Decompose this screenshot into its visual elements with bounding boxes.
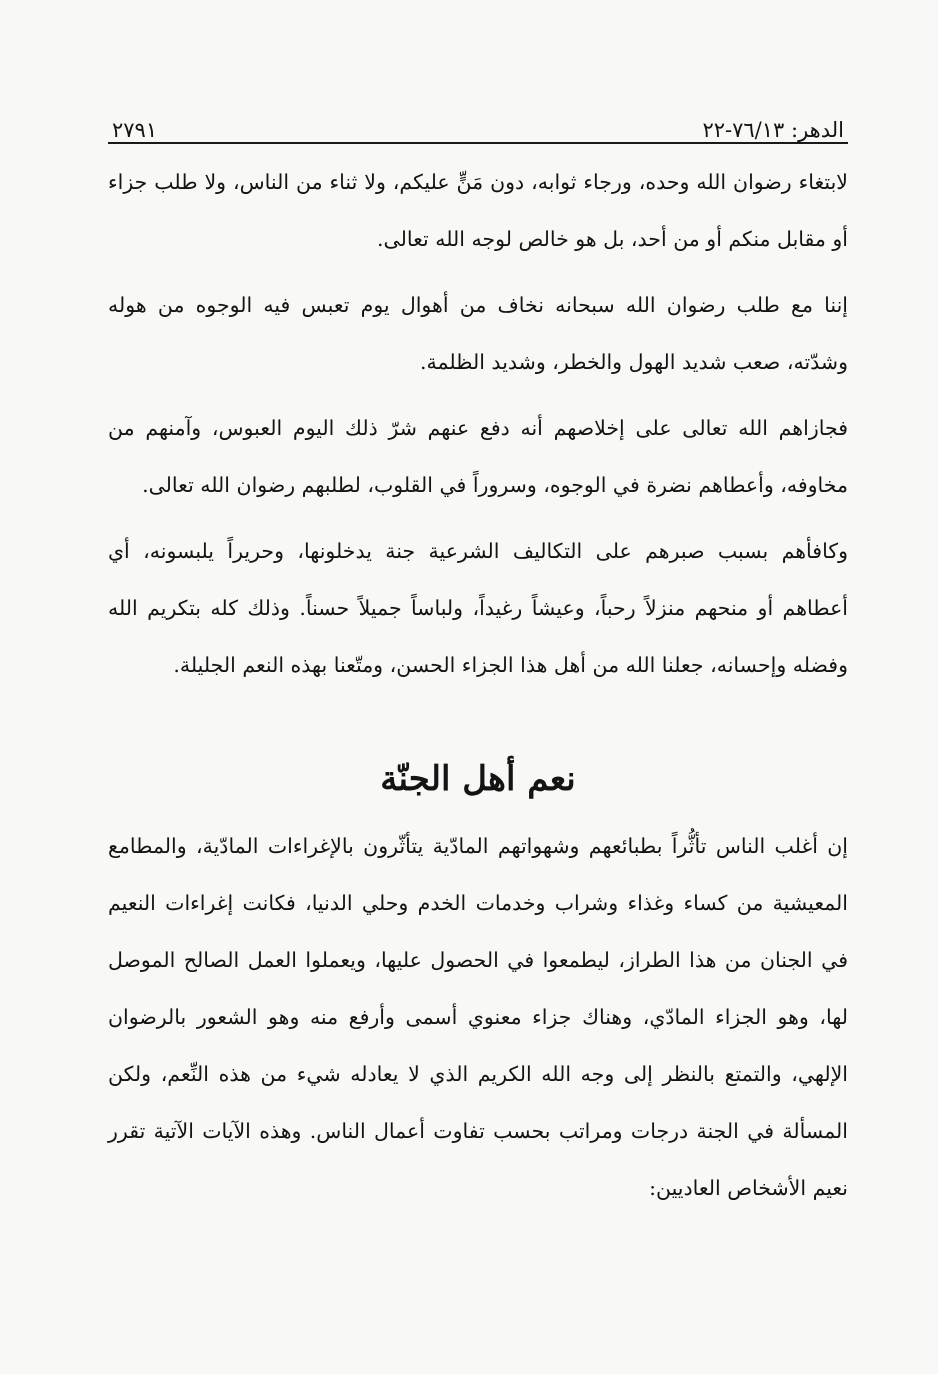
surah-reference: الدهر: ٧٦/١٣-٢٢ <box>702 118 844 142</box>
paragraph: لابتغاء رضوان الله وحده، ورجاء ثوابه، دون مَنٍّ عليكم، ولا ثناء من الناس، ولا طلب جزاء أو مقابل منكم أو من أحد، بل هو خالص لوجه الله تعالى. <box>108 170 848 251</box>
book-page <box>108 110 848 1217</box>
page-number: ٢٧٩١ <box>112 118 158 142</box>
section-text <box>108 818 848 1217</box>
section-heading: نعم أهل الجنّة <box>380 759 576 799</box>
running-header <box>108 110 848 144</box>
paragraph: إن أغلب الناس تأثُّراً بطبائعهم وشهواتهم المادّية يتأثّرون بالإغراءات المادّية، والمطامع المعيشية من كساء وغذاء وشراب وخدمات الخدم وحلي الدنيا، فكانت إغراءات النعيم في الجنان من هذا الطراز، ليطمعوا في الحصول عليها، ويعملوا العمل الصالح الموصل لها، وهو الجزاء المادّي، وهناك جزاء معنوي أسمى وأرفع منه وهو الشعور بالرضوان الإلهي، والتمتع بالنظر إلى وجه الله الكريم الذي لا يعادله شيء من هذه النِّعم، ولكن المسألة في الجنة درجات ومراتب بحسب تفاوت أعمال الناس. وهذه الآيات الآتية تقرر نعيم الأشخاص العاديين: <box>108 834 848 1200</box>
main-text <box>108 154 848 694</box>
paragraph: فجازاهم الله تعالى على إخلاصهم أنه دفع عنهم شرّ ذلك اليوم العبوس، وآمنهم من مخاوفه، وأعطاهم نضرة في الوجوه، وسروراً في القلوب، لطلبهم رضوان الله تعالى. <box>108 416 848 497</box>
paragraph: إننا مع طلب رضوان الله سبحانه نخاف من أهوال يوم تعبس فيه الوجوه من هوله وشدّته، صعب شديد الهول والخطر، وشديد الظلمة. <box>108 293 848 374</box>
paragraph: وكافأهم بسبب صبرهم على التكاليف الشرعية جنة يدخلونها، وحريراً يلبسونه، أي أعطاهم أو منحهم منزلاً رحباً، وعيشاً رغيداً، ولباساً جميلاً حسناً. وذلك كله بتكريم الله وفضله وإحسانه، جعلنا الله من أهل هذا الجزاء الحسن، ومتّعنا بهذه النعم الجليلة. <box>108 539 848 677</box>
